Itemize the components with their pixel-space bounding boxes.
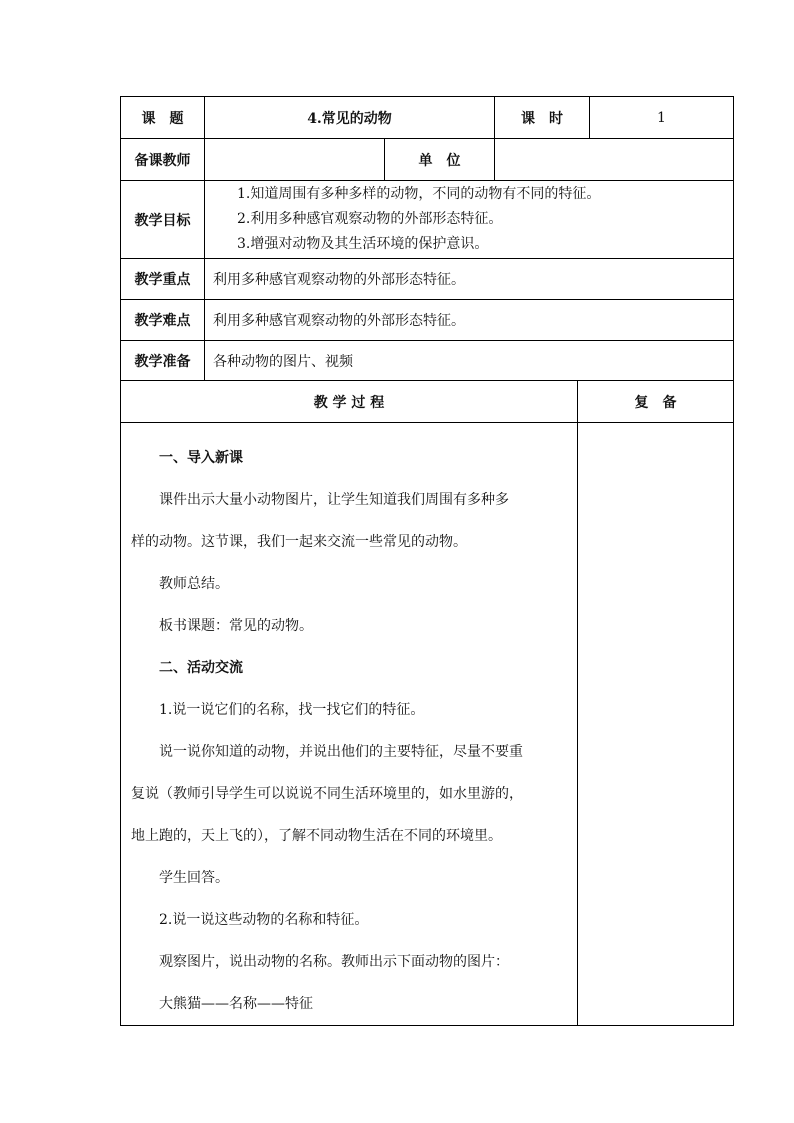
paragraph: 复说（教师引导学生可以说说不同生活环境里的，如水里游的， [131,786,523,802]
goals-label: 教学目标 [121,181,205,259]
paragraph: 课件出示大量小动物图片，让学生知道我们周围有多种多 [159,492,509,508]
difficulty-value: 利用多种感官观察动物的外部形态特征。 [205,300,734,341]
paragraph: 大熊猫——名称——特征 [159,996,313,1012]
section-heading: 二、活动交流 [159,660,243,676]
paragraph: 样的动物。这节课，我们一起来交流一些常见的动物。 [131,534,467,550]
teacher-value [205,139,385,181]
key-point-value: 利用多种感官观察动物的外部形态特征。 [205,259,734,300]
paragraph: 2.说一说这些动物的名称和特征。 [159,912,369,928]
teacher-label: 备课教师 [121,139,205,181]
key-point-label: 教学重点 [121,259,205,300]
header-table [120,96,734,139]
goal-item: 2.利用多种感官观察动物的外部形态特征。 [237,211,503,227]
paragraph: 1.说一说它们的名称，找一找它们的特征。 [159,702,425,718]
review-notes-cell [578,423,734,1026]
process-table [120,380,734,1026]
review-header: 复 备 [578,381,734,423]
section-heading: 一、导入新课 [159,450,243,466]
goals-list [205,181,734,259]
unit-value [495,139,734,181]
topic-value: 4.常见的动物 [205,97,495,139]
paragraph: 教师总结。 [159,576,229,592]
period-label: 课 时 [495,97,590,139]
process-content [121,423,578,1026]
paragraph: 说一说你知道的动物，并说出他们的主要特征，尽量不要重 [159,744,523,760]
process-header: 教 学 过 程 [121,381,578,423]
preparation-label: 教学准备 [121,341,205,381]
paragraph: 地上跑的，天上飞的），了解不同动物生活在不同的环境里。 [131,828,502,844]
paragraph: 板书课题：常见的动物。 [159,618,313,634]
preparation-value: 各种动物的图片、视频 [205,341,734,381]
info-table [120,138,734,381]
difficulty-label: 教学难点 [121,300,205,341]
goal-item: 1.知道周围有多种多样的动物，不同的动物有不同的特征。 [237,186,601,202]
period-value: 1 [590,97,734,139]
paragraph: 观察图片，说出动物的名称。教师出示下面动物的图片： [159,954,509,970]
paragraph: 学生回答。 [159,870,229,886]
unit-label: 单 位 [385,139,495,181]
topic-label: 课 题 [121,97,205,139]
goal-item: 3.增强对动物及其生活环境的保护意识。 [237,236,489,252]
